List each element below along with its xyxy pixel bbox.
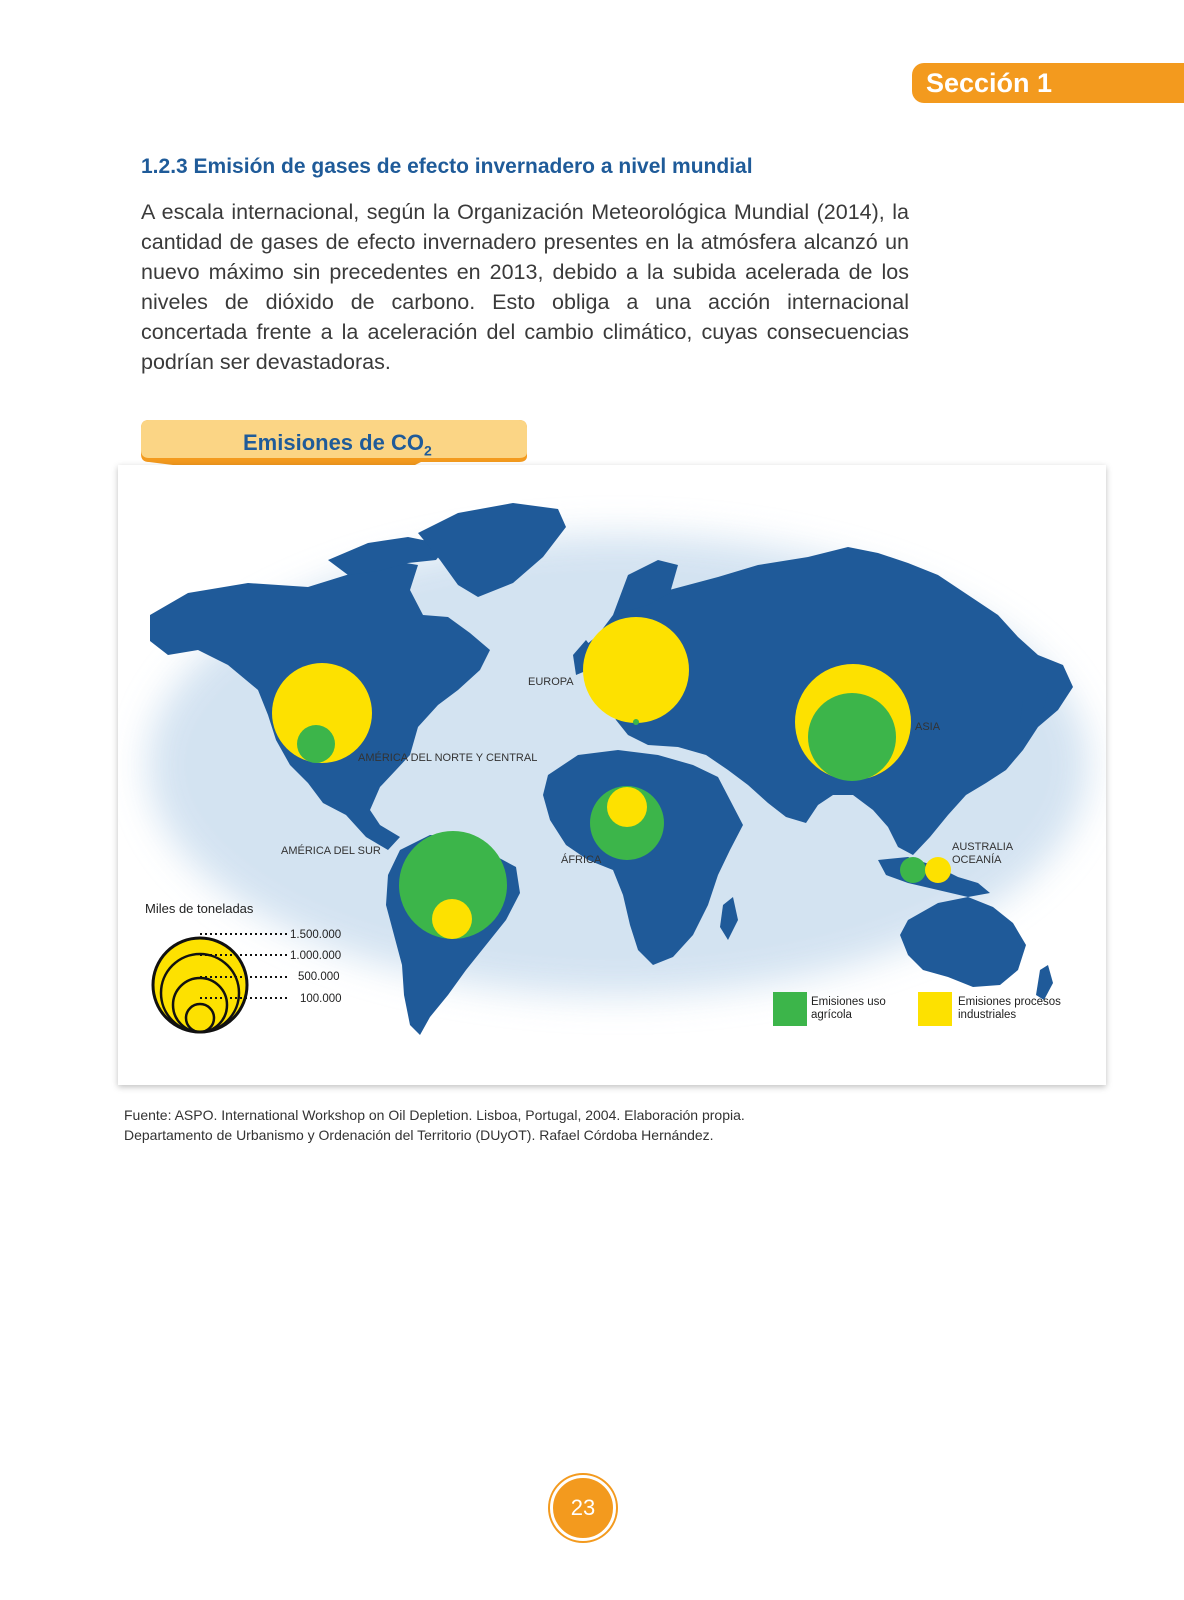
page-number: 23 [570,1495,596,1520]
scale-value-1: 1.500.000 [290,929,342,941]
label-oceania-1: AUSTRALIA [952,841,1014,853]
map-title-main: Emisiones de CO [243,430,424,455]
south-america-industrial-circle [432,899,472,939]
label-north-america: AMÉRICA DEL NORTE Y CENTRAL [358,752,538,764]
body-paragraph: A escala internacional, según la Organización Meteorológica Mundial (2014), la cantidad de gases de efecto invernadero presentes en la atmósfera alcanzó un nuevo máximo sin precedentes en 2013, debido a la subida acelerada de los niveles de dióxido de carbono. Esto obliga a una acción internacional concertada frente a la aceleración del cambio climático, cuyas consecuencias podrían ser devastadoras. [141,200,909,374]
world-map [118,465,1106,1085]
oceania-industrial-circle [925,857,951,883]
label-south-america: AMÉRICA DEL SUR [281,845,381,857]
asia-agricultural-circle [808,693,896,781]
map-title-subscript: 2 [423,442,432,459]
legend-industrial-swatch [918,992,952,1026]
scale-value-4: 100.000 [300,993,342,1005]
section-label: Sección 1 [926,68,1053,98]
new-zealand [1036,965,1053,1000]
section-heading: 1.2.3 Emisión de gases de efecto invernadero a nivel mundial [141,155,753,178]
section-tab [912,63,1184,103]
label-oceania-2: OCEANÍA [952,854,1002,866]
legend-agricultural-swatch [773,992,807,1026]
source-line-1: Fuente: ASPO. International Workshop on Oil Depletion. Lisboa, Portugal, 2004. Elaboración propia. [124,1107,745,1123]
africa-industrial-circle [607,787,647,827]
map-frame [118,465,1106,1085]
europe-agricultural-circle [633,719,639,725]
legend [773,992,1061,1026]
legend-industrial-label-2: industriales [958,1009,1017,1021]
scale-value-2: 1.000.000 [290,950,342,962]
legend-industrial-label-1: Emisiones procesos [958,996,1061,1008]
europe-industrial-circle [583,617,689,723]
legend-agricultural-label-1: Emisiones uso [811,996,886,1008]
page-number-badge [550,1475,616,1541]
scale-value-3: 500.000 [298,971,340,983]
label-asia: ASIA [915,721,941,733]
source-citation [124,1105,745,1145]
scale-circle-1500000 [153,938,247,1032]
oceania-agricultural-circle [900,857,926,883]
legend-agricultural-label-2: agrícola [811,1009,852,1021]
label-europe: EUROPA [528,676,574,688]
scale-title: Miles de toneladas [145,901,254,916]
north-america-agricultural-circle [297,725,335,763]
source-line-2: Departamento de Urbanismo y Ordenación del Territorio (DUyOT). Rafael Córdoba Hernández. [124,1127,714,1143]
label-africa: ÁFRICA [561,854,602,866]
map-title [243,430,432,458]
